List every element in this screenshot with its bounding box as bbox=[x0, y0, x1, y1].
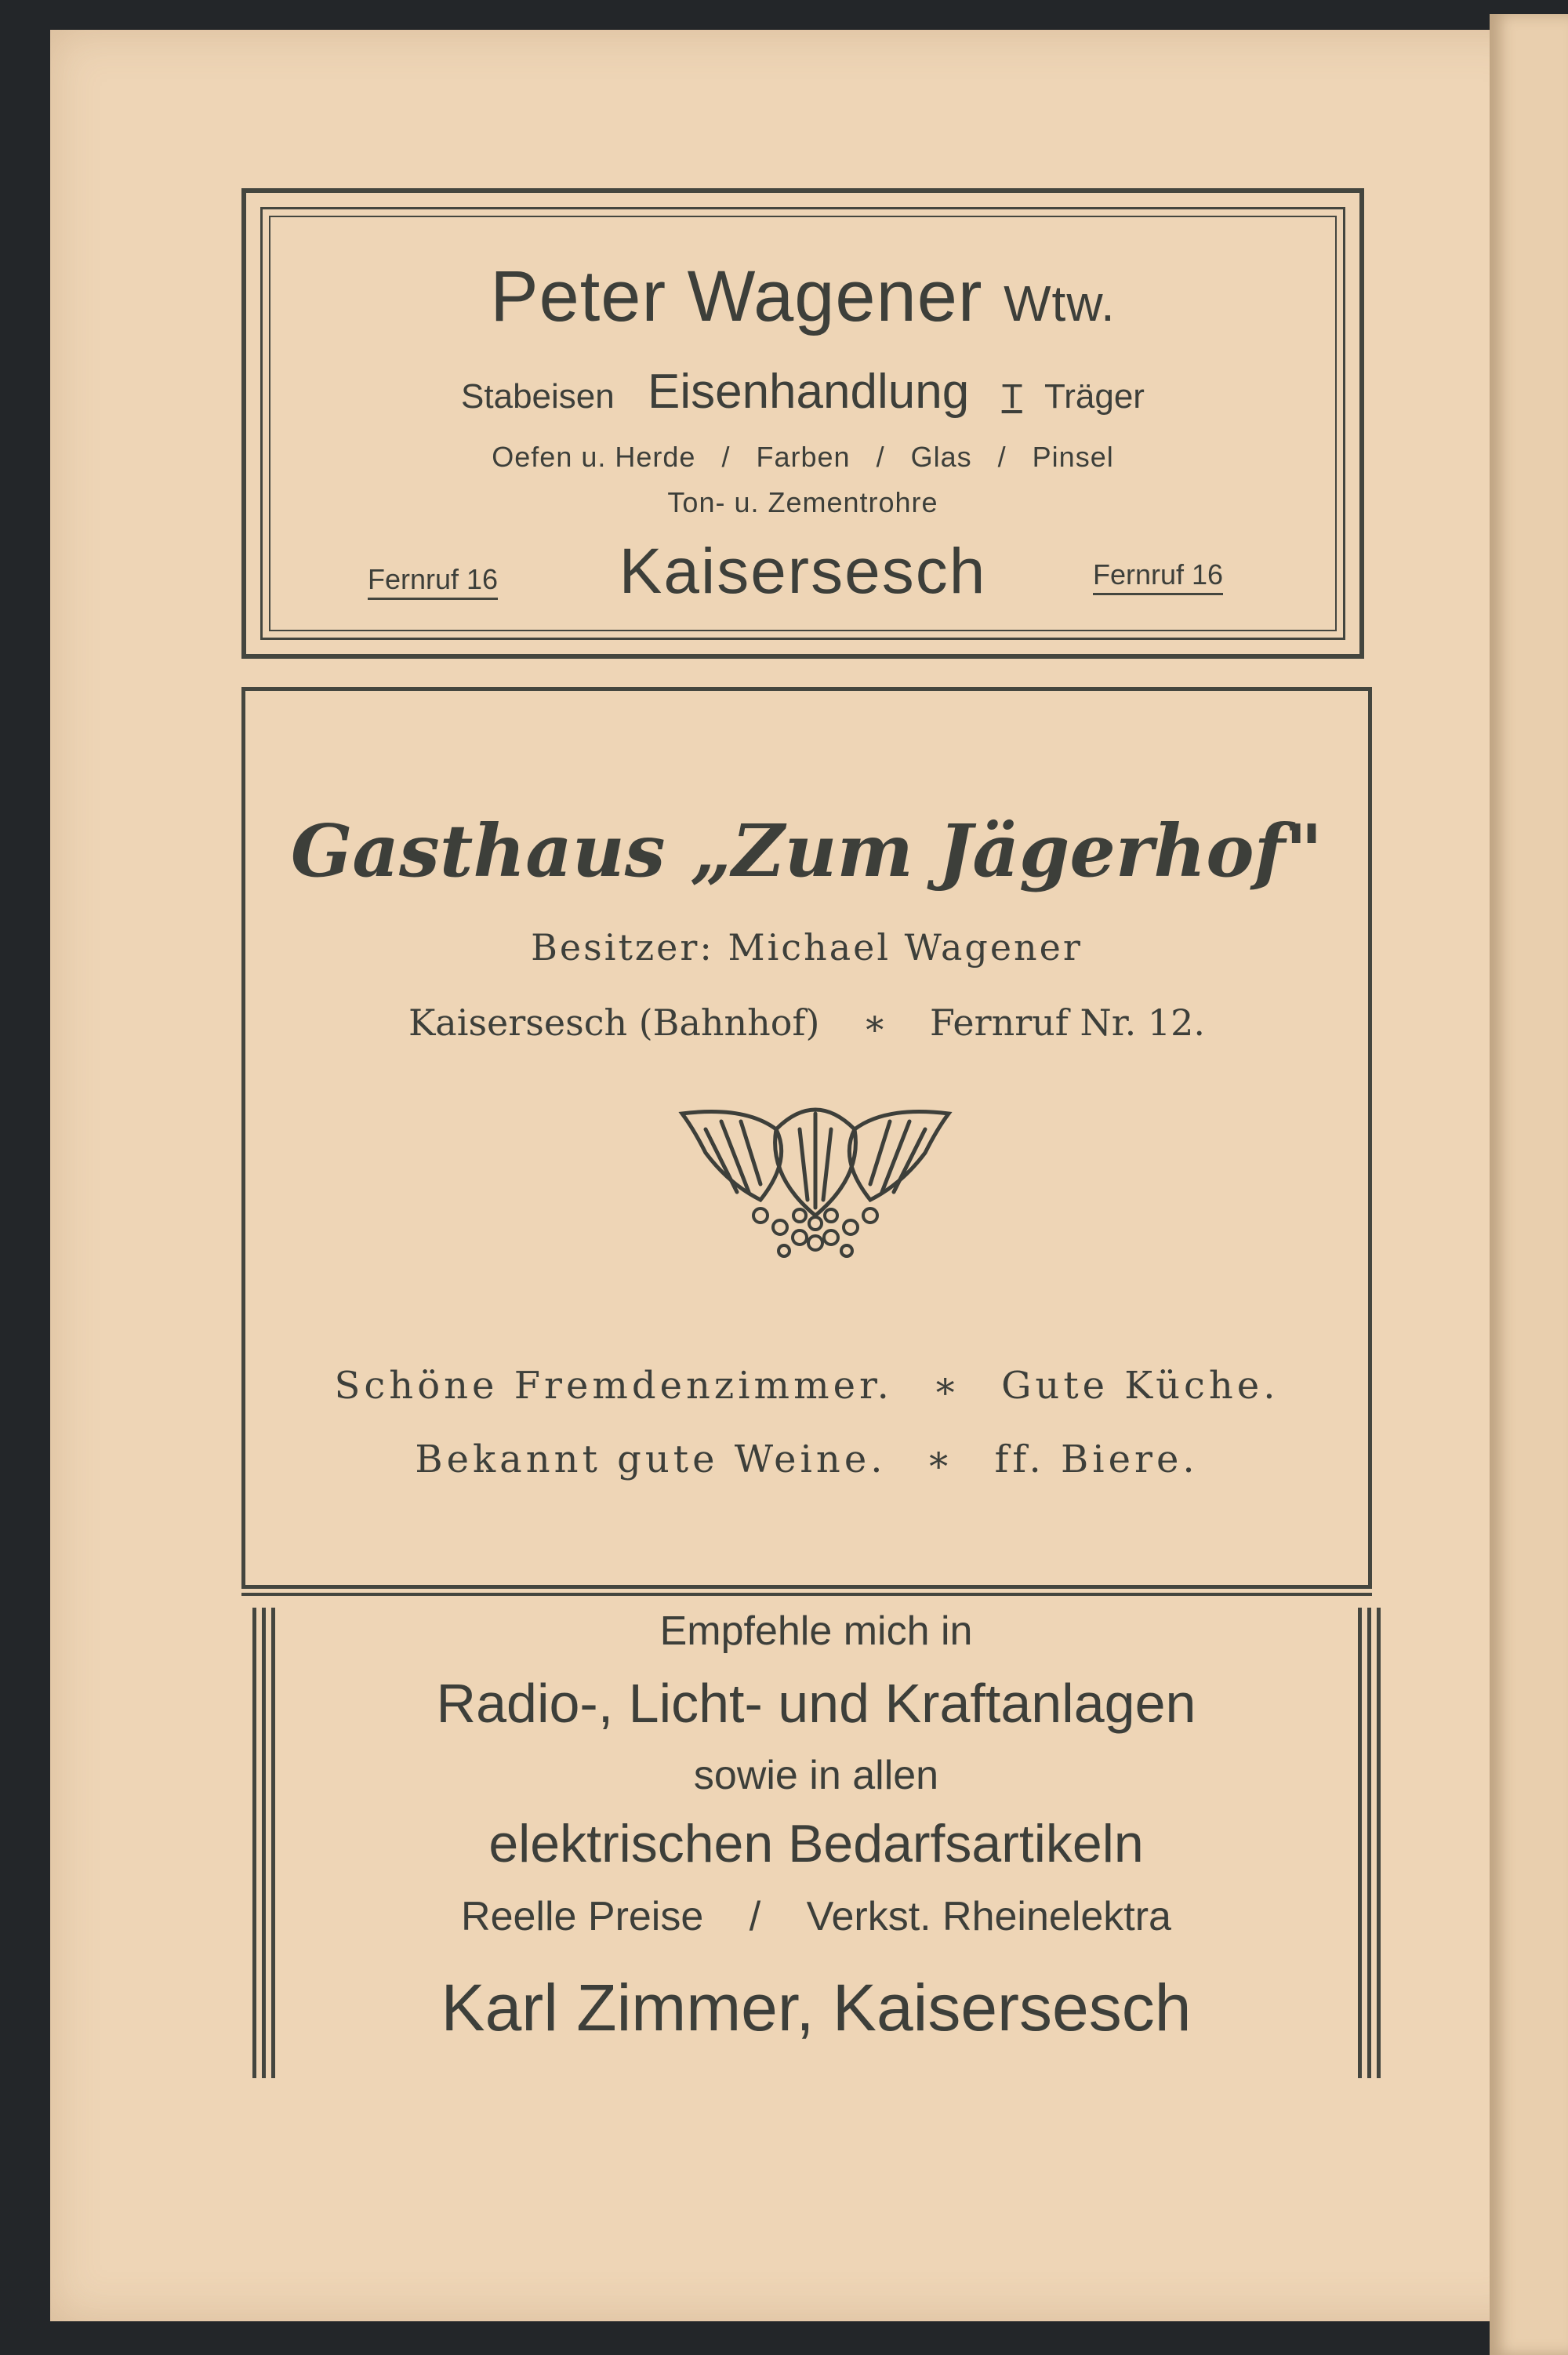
separator: / bbox=[997, 441, 1007, 473]
ad2-title: Gasthaus „Zum Jägerhof" bbox=[290, 809, 1323, 893]
ad2-line2 bbox=[245, 1437, 1368, 1481]
ad1-center-item: Eisenhandlung bbox=[647, 365, 970, 419]
ad1-town: Kaisersesch bbox=[619, 536, 987, 607]
ad1-phone-right: Fernruf 16 bbox=[1093, 558, 1223, 595]
ad2-bottom-rule bbox=[241, 1593, 1372, 1596]
ad2-phone: Fernruf Nr. 12. bbox=[929, 1001, 1206, 1044]
ad3-line2: Radio-, Licht- und Kraftanlagen bbox=[436, 1673, 1196, 1734]
ad1-title bbox=[246, 256, 1359, 338]
ad1-line2 bbox=[246, 364, 1359, 420]
ad2-rooms: Schöne Fremdenzimmer. bbox=[334, 1364, 893, 1408]
ad3-line5 bbox=[252, 1893, 1380, 1940]
ad3-line4: elektrischen Bedarfsartikeln bbox=[488, 1814, 1144, 1873]
star-separator: ∗ bbox=[862, 1001, 887, 1044]
ad2-beers: ff. Biere. bbox=[994, 1437, 1199, 1481]
ad1-right-item: Träger bbox=[1044, 377, 1145, 416]
ad2-address-line bbox=[245, 1001, 1368, 1044]
product-pinsel: Pinsel bbox=[1032, 441, 1114, 473]
adjacent-page-edge bbox=[1490, 14, 1568, 2355]
ad3-line3: sowie in allen bbox=[693, 1753, 939, 1798]
star-separator: ∗ bbox=[925, 1437, 956, 1481]
ad2-line1 bbox=[245, 1364, 1368, 1408]
ad-peter-wagener bbox=[241, 188, 1364, 659]
ad3-prices: Reelle Preise bbox=[461, 1894, 704, 1939]
ad2-owner: Besitzer: Michael Wagener bbox=[531, 926, 1083, 969]
ad2-wines: Bekannt gute Weine. bbox=[415, 1437, 887, 1481]
ad2-kitchen: Gute Küche. bbox=[1001, 1364, 1279, 1408]
product-glas: Glas bbox=[910, 441, 972, 473]
ad1-left-item: Stabeisen bbox=[461, 377, 615, 416]
ad1-products-line2: Ton- u. Zementrohre bbox=[667, 486, 938, 518]
product-farben: Farben bbox=[756, 441, 851, 473]
product-oefen: Oefen u. Herde bbox=[492, 441, 696, 473]
t-beam-symbol: T bbox=[1001, 377, 1022, 416]
ad3-workshop: Verkst. Rheinelektra bbox=[806, 1894, 1171, 1939]
ad2-address: Kaisersesch (Bahnhof) bbox=[408, 1001, 820, 1044]
ad3-line6: Karl Zimmer, Kaisersesch bbox=[441, 1971, 1192, 2044]
ad1-title-suffix: Wtw. bbox=[1004, 275, 1116, 332]
ad1-products bbox=[246, 441, 1359, 474]
separator: / bbox=[876, 441, 885, 473]
floral-ornament-icon bbox=[674, 1098, 956, 1263]
separator: / bbox=[721, 441, 731, 473]
ad1-phone-left: Fernruf 16 bbox=[368, 563, 498, 600]
ad1-title-main: Peter Wagener bbox=[490, 256, 983, 336]
ad-karl-zimmer bbox=[252, 1608, 1380, 2078]
star-separator: ∗ bbox=[932, 1364, 962, 1408]
ad3-line1: Empfehle mich in bbox=[659, 1608, 973, 1654]
separator: / bbox=[749, 1894, 761, 1939]
